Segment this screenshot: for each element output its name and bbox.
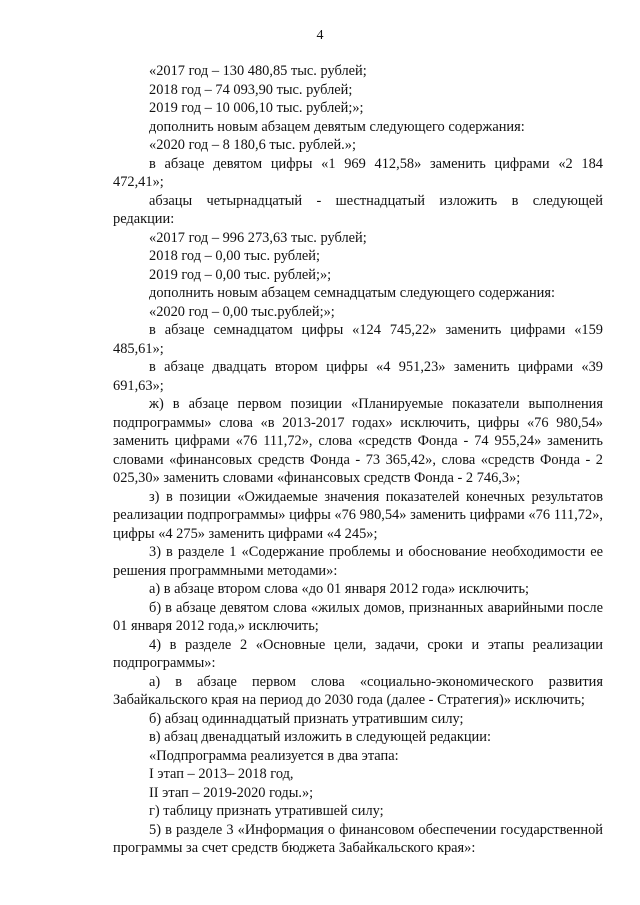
paragraph: в абзаце девятом цифры «1 969 412,58» заменить цифрами «2 184 472,41»; — [113, 155, 603, 190]
paragraph: 3) в разделе 1 «Содержание проблемы и обоснование необходимости ее решения программными методами»: — [113, 544, 603, 579]
paragraph: абзацы четырнадцатый - шестнадцатый изложить в следующей редакции: — [113, 192, 603, 227]
paragraph: в абзаце семнадцатом цифры «124 745,22» заменить цифрами «159 485,61»; — [113, 322, 603, 357]
paragraph: «Подпрограмма реализуется в два этапа: — [149, 747, 399, 764]
paragraph: в абзаце двадцать втором цифры «4 951,23» заменить цифрами «39 691,63»; — [113, 359, 603, 394]
paragraph: 2018 год – 74 093,90 тыс. рублей; — [149, 81, 353, 98]
paragraph: 5) в разделе 3 «Информация о финансовом обеспечении государственной программы за счет средств бюджета Забайкальского края»: — [113, 821, 603, 856]
paragraph: з) в позиции «Ожидаемые значения показателей конечных результатов реализации подпрограммы» цифры «76 980,54» заменить цифрами «76 111,72», цифры «4 275» заменить цифрами «4 245»; — [113, 488, 603, 542]
document-body — [113, 62, 603, 858]
paragraph: «2020 год – 0,00 тыс.рублей;»; — [149, 303, 335, 320]
paragraph: а) в абзаце втором слова «до 01 января 2012 года» исключить; — [149, 581, 530, 597]
paragraph: «2017 год – 996 273,63 тыс. рублей; — [149, 229, 367, 246]
paragraph: дополнить новым абзацем девятым следующего содержания: — [149, 118, 525, 135]
paragraph: 2018 год – 0,00 тыс. рублей; — [149, 248, 320, 264]
paragraph: г) таблицу признать утратившей силу; — [149, 803, 384, 819]
paragraph: в) абзац двенадцатый изложить в следующей редакции: — [149, 729, 491, 745]
paragraph: б) в абзаце девятом слова «жилых домов, признанных аварийными после 01 января 2012 года,» исключить; — [113, 599, 603, 634]
paragraph: I этап – 2013– 2018 год, — [149, 766, 294, 782]
paragraph: «2017 год – 130 480,85 тыс. рублей; — [149, 63, 367, 79]
paragraph: ж) в абзаце первом позиции «Планируемые показатели выполнения подпрограммы» слова «в 2013-2017 годах» исключить, цифры «76 980,54» заменить цифрами «76 111,72», слова «средств Фонда - 74 955,24» заменить словами «финансовых средств Фонда - 73 365,42», слова «средств Фонда - 2 025,30» заменить словами «финансовых средств Фонда - 2 746,3»; — [113, 396, 603, 486]
paragraph: а) в абзаце первом слова «социально-экономического развития Забайкальского края на период до 2030 года (далее - Стратегия)» исключить; — [113, 673, 603, 708]
paragraph: II этап – 2019-2020 годы.»; — [149, 784, 314, 801]
paragraph: «2020 год – 8 180,6 тыс. рублей.»; — [149, 137, 356, 153]
paragraph: дополнить новым абзацем семнадцатым следующего содержания: — [149, 285, 556, 301]
paragraph: 2019 год – 10 006,10 тыс. рублей;»; — [149, 100, 364, 116]
paragraph: 4) в разделе 2 «Основные цели, задачи, сроки и этапы реализации подпрограммы»: — [113, 636, 603, 671]
paragraph: 2019 год – 0,00 тыс. рублей;»; — [149, 266, 332, 283]
page-number: 4 — [316, 28, 324, 43]
paragraph: б) абзац одиннадцатый признать утратившим силу; — [149, 710, 464, 727]
